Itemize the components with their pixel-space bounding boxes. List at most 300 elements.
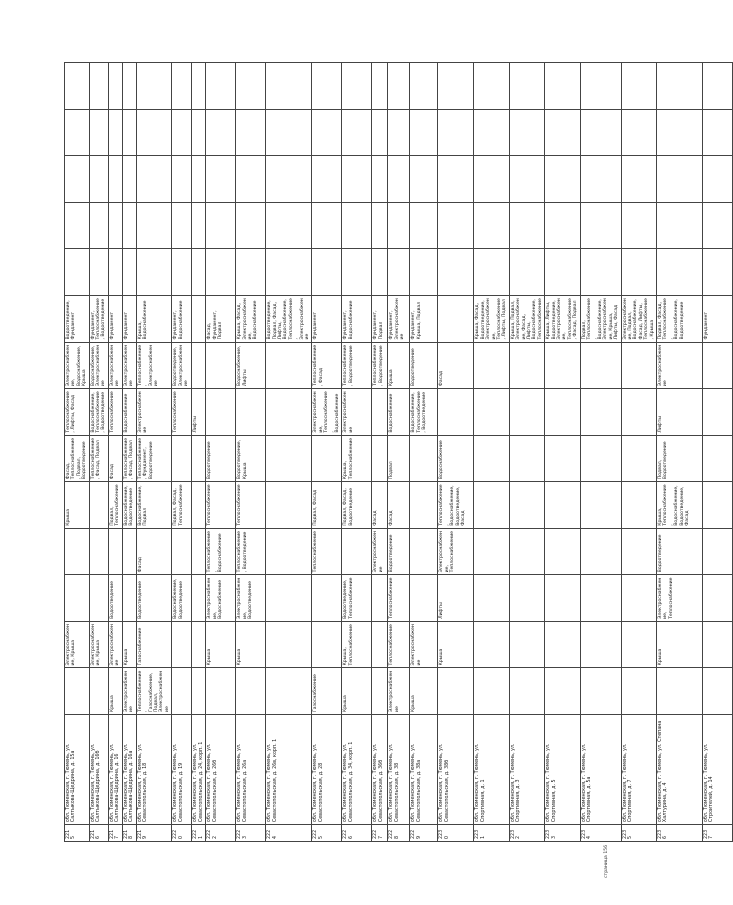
work-cell-y2027: Водоотведение bbox=[206, 435, 236, 482]
empty-cell bbox=[89, 109, 108, 156]
work-cell-y2022: Электроснабжение bbox=[388, 668, 410, 715]
work-cell-y2022 bbox=[192, 668, 206, 715]
empty-cell bbox=[621, 156, 656, 203]
work-cell-y2030: Водоотведение, Фундамент bbox=[65, 295, 90, 342]
table-row bbox=[312, 63, 342, 842]
work-cell-y2030 bbox=[438, 295, 474, 342]
rotated-table-container bbox=[64, 62, 715, 842]
work-cell-y2027 bbox=[172, 435, 192, 482]
work-cell-y2022: Газоснабжение bbox=[312, 668, 342, 715]
work-cell-y2029: Электроснабжение bbox=[122, 342, 136, 389]
table-row bbox=[266, 63, 312, 842]
empty-cell bbox=[509, 202, 544, 249]
empty-cell bbox=[621, 202, 656, 249]
address-cell: обл. Тюменская, г. Тюмень, ул. Севастопольская, д. 26а bbox=[236, 715, 266, 825]
empty-cell bbox=[206, 63, 236, 110]
work-cell-y2025 bbox=[172, 528, 192, 575]
row-number-cell: 2233 bbox=[545, 825, 580, 842]
work-cell-y2027: Крыша, Теплоснабжение bbox=[342, 435, 372, 482]
address-cell: обл. Тюменская, г. Тюмень, ул. Севастопольская, д. 28 bbox=[312, 715, 342, 825]
work-cell-y2028: Водоснабжение bbox=[388, 389, 410, 436]
empty-cell bbox=[656, 202, 702, 249]
empty-cell bbox=[108, 249, 122, 296]
work-cell-y2025: Водоотведение bbox=[388, 528, 410, 575]
row-number-cell: 2232 bbox=[509, 825, 544, 842]
work-cell-y2023: Крыша bbox=[438, 621, 474, 668]
empty-cell bbox=[702, 202, 732, 249]
address-cell: обл. Тюменская, г. Тюмень, ул. Спортивная, д. 5а bbox=[580, 715, 621, 825]
work-cell-y2029: Электроснабжение, Водоснабжение, Крыша bbox=[65, 342, 90, 389]
work-cell-y2023: Электроснабжение, Крыша bbox=[65, 621, 90, 668]
work-cell-y2026: Подвал, Теплоснабжение bbox=[108, 482, 122, 529]
work-cell-y2027: Теплоснабжение, Фасад, Подвал bbox=[89, 435, 108, 482]
address-cell: обл. Тюменская, г. Тюмень, ул. Севастопольская, д. 38 bbox=[388, 715, 410, 825]
work-cell-y2022: Крыша bbox=[108, 668, 122, 715]
empty-cell bbox=[108, 202, 122, 249]
work-cell-y2022 bbox=[509, 668, 544, 715]
empty-cell bbox=[89, 156, 108, 203]
work-cell-y2025: Электроснабжение bbox=[372, 528, 388, 575]
work-cell-y2028 bbox=[266, 389, 312, 436]
empty-cell bbox=[122, 63, 136, 110]
row-number-cell: 2235 bbox=[621, 825, 656, 842]
work-cell-y2027: Водоотведение, Крыша bbox=[236, 435, 266, 482]
empty-cell bbox=[509, 249, 544, 296]
empty-cell bbox=[108, 109, 122, 156]
address-cell: обл. Тюменская, г. Тюмень, ул. Севастопольская, д. 36б bbox=[372, 715, 388, 825]
work-cell-y2025 bbox=[621, 528, 656, 575]
work-cell-y2025 bbox=[509, 528, 544, 575]
empty-cell bbox=[266, 202, 312, 249]
empty-cell bbox=[438, 202, 474, 249]
row-number-cell: 2218 bbox=[122, 825, 136, 842]
empty-cell bbox=[702, 249, 732, 296]
work-cell-y2029: Водоснабжение, Лифты bbox=[236, 342, 266, 389]
address-cell: обл. Тюменская, г. Тюмень, ул. Севастопольская, д. 24, корп. 1 bbox=[192, 715, 206, 825]
row-number-cell: 2228 bbox=[388, 825, 410, 842]
table-row bbox=[342, 63, 372, 842]
empty-cell bbox=[474, 156, 509, 203]
work-cell-y2022: Крыша bbox=[410, 668, 438, 715]
empty-cell bbox=[108, 156, 122, 203]
work-cell-y2029: Теплоснабжение, Электроснабжение bbox=[136, 342, 171, 389]
address-cell: обл. Тюменская, г. Тюмень, ул. Салтыкова-Щедрина, д. 16а bbox=[122, 715, 136, 825]
work-cell-y2030: Фундамент, Водоснабжение bbox=[172, 295, 192, 342]
work-cell-y2030: Крыша, Фасад, Водоотведение, Электроснабжение, Теплоснабжение, Лифты, Подвал bbox=[474, 295, 509, 342]
empty-cell bbox=[545, 156, 580, 203]
work-cell-y2024 bbox=[580, 575, 621, 622]
work-cell-y2025 bbox=[266, 528, 312, 575]
work-cell-y2027 bbox=[509, 435, 544, 482]
work-cell-y2026 bbox=[474, 482, 509, 529]
work-cell-y2024 bbox=[89, 575, 108, 622]
empty-cell bbox=[312, 202, 342, 249]
empty-cell bbox=[89, 249, 108, 296]
empty-cell bbox=[438, 156, 474, 203]
work-cell-y2030: Фундамент, Теплоснабжение, Водоотведение bbox=[89, 295, 108, 342]
work-cell-y2024: Лифты bbox=[438, 575, 474, 622]
empty-cell bbox=[342, 109, 372, 156]
empty-cell bbox=[312, 109, 342, 156]
empty-cell bbox=[122, 202, 136, 249]
work-cell-y2024 bbox=[65, 575, 90, 622]
work-cell-y2028 bbox=[621, 389, 656, 436]
work-cell-y2023 bbox=[312, 621, 342, 668]
empty-cell bbox=[136, 202, 171, 249]
table-row bbox=[702, 63, 732, 842]
work-cell-y2023: Электроснабжение bbox=[410, 621, 438, 668]
table-row bbox=[621, 63, 656, 842]
work-cell-y2024 bbox=[266, 575, 312, 622]
work-cell-y2024: Водоотведение, Теплоснабжение bbox=[342, 575, 372, 622]
empty-cell bbox=[172, 156, 192, 203]
row-number-cell: 2236 bbox=[656, 825, 702, 842]
work-cell-y2027 bbox=[410, 435, 438, 482]
work-cell-y2025 bbox=[89, 528, 108, 575]
empty-cell bbox=[545, 63, 580, 110]
work-cell-y2025 bbox=[702, 528, 732, 575]
work-cell-y2023: Крыша bbox=[656, 621, 702, 668]
empty-cell bbox=[342, 249, 372, 296]
work-cell-y2029 bbox=[474, 342, 509, 389]
empty-cell bbox=[108, 63, 122, 110]
empty-cell bbox=[474, 249, 509, 296]
work-cell-y2027 bbox=[312, 435, 342, 482]
work-cell-y2023: Электроснабжение bbox=[108, 621, 122, 668]
work-cell-y2023 bbox=[192, 621, 206, 668]
work-cell-y2028 bbox=[438, 389, 474, 436]
row-number-cell: 2222 bbox=[206, 825, 236, 842]
row-number-cell: 2231 bbox=[474, 825, 509, 842]
empty-cell bbox=[509, 109, 544, 156]
empty-cell bbox=[266, 63, 312, 110]
work-cell-y2026 bbox=[410, 482, 438, 529]
work-cell-y2022 bbox=[372, 668, 388, 715]
table-row bbox=[656, 63, 702, 842]
work-cell-y2029 bbox=[621, 342, 656, 389]
empty-cell bbox=[474, 202, 509, 249]
empty-cell bbox=[509, 63, 544, 110]
empty-cell bbox=[372, 249, 388, 296]
work-cell-y2030: Водоотведение, Подвал, Фасад, Лифты, Водоснабжение, Теплоснабжение, Электроснабжение bbox=[266, 295, 312, 342]
work-cell-y2024: Водоотведение bbox=[136, 575, 171, 622]
empty-cell bbox=[206, 109, 236, 156]
work-cell-y2030: Фундамент bbox=[702, 295, 732, 342]
empty-cell bbox=[236, 109, 266, 156]
work-cell-y2030: Фундамент bbox=[122, 295, 136, 342]
work-cell-y2026 bbox=[509, 482, 544, 529]
empty-cell bbox=[172, 109, 192, 156]
work-cell-y2025 bbox=[410, 528, 438, 575]
empty-cell bbox=[192, 109, 206, 156]
address-cell: обл. Тюменская, г. Тюмень, ул. Севастопольская, д. 38б bbox=[438, 715, 474, 825]
address-cell: обл. Тюменская, г. Тюмень, ул. Спортивная, д. 7 bbox=[621, 715, 656, 825]
row-number-cell: 2237 bbox=[702, 825, 732, 842]
work-cell-y2023 bbox=[266, 621, 312, 668]
empty-cell bbox=[136, 63, 171, 110]
work-cell-y2022 bbox=[266, 668, 312, 715]
work-cell-y2030: Подвал, Теплоснабжение, Водоснабжение, Электроснабжение, Крыша, Лифты, Фасад bbox=[580, 295, 621, 342]
work-cell-y2029 bbox=[192, 342, 206, 389]
work-cell-y2025 bbox=[342, 528, 372, 575]
empty-cell bbox=[192, 249, 206, 296]
work-cell-y2025: Водоотведение bbox=[656, 528, 702, 575]
row-number-cell: 2234 bbox=[580, 825, 621, 842]
address-cell: обл. Тюменская, г. Тюмень, ул. Спортивная, д. 3 bbox=[509, 715, 544, 825]
row-number-cell: 2229 bbox=[410, 825, 438, 842]
empty-cell bbox=[136, 109, 171, 156]
row-number-cell: 2220 bbox=[172, 825, 192, 842]
work-cell-y2029: Водоотведение, Электроснабжение bbox=[172, 342, 192, 389]
address-cell: обл. Тюменская, г. Тюмень, ул. Салтыкова-Щедрина, д. 15а bbox=[65, 715, 90, 825]
empty-cell bbox=[438, 249, 474, 296]
address-cell: обл. Тюменская, г. Тюмень, ул. Севастопольская, д. 26б bbox=[206, 715, 236, 825]
table-row bbox=[192, 63, 206, 842]
work-cell-y2024 bbox=[474, 575, 509, 622]
empty-cell bbox=[89, 63, 108, 110]
empty-cell bbox=[621, 63, 656, 110]
work-cell-y2027 bbox=[192, 435, 206, 482]
work-cell-y2023 bbox=[580, 621, 621, 668]
work-cell-y2024: Теплоснабжение bbox=[388, 575, 410, 622]
work-cell-y2027: Теплоснабжение, Фасад, Подвал bbox=[122, 435, 136, 482]
repair-schedule-table bbox=[64, 62, 733, 842]
work-cell-y2029: Теплоснабжение, Фасад bbox=[312, 342, 342, 389]
empty-cell bbox=[388, 156, 410, 203]
empty-cell bbox=[89, 202, 108, 249]
work-cell-y2028: Лифты bbox=[192, 389, 206, 436]
work-cell-y2023 bbox=[509, 621, 544, 668]
work-cell-y2022 bbox=[656, 668, 702, 715]
work-cell-y2030: Фундамент, Водоснабжение bbox=[342, 295, 372, 342]
work-cell-y2029: Теплоснабжение, Водоотведение bbox=[372, 342, 388, 389]
row-number-cell: 2216 bbox=[89, 825, 108, 842]
work-cell-y2024: Электроснабжение, Водоотведение bbox=[236, 575, 266, 622]
row-number-cell: 2219 bbox=[136, 825, 171, 842]
work-cell-y2026 bbox=[580, 482, 621, 529]
work-cell-y2030 bbox=[192, 295, 206, 342]
work-cell-y2028 bbox=[372, 389, 388, 436]
work-cell-y2025 bbox=[545, 528, 580, 575]
work-cell-y2023: Крыша bbox=[206, 621, 236, 668]
work-cell-y2023 bbox=[702, 621, 732, 668]
empty-cell bbox=[621, 109, 656, 156]
table-body bbox=[65, 63, 733, 842]
empty-cell bbox=[580, 63, 621, 110]
work-cell-y2026 bbox=[192, 482, 206, 529]
row-number-cell: 2230 bbox=[438, 825, 474, 842]
work-cell-y2023: Газоснабжение bbox=[136, 621, 171, 668]
work-cell-y2028 bbox=[474, 389, 509, 436]
work-cell-y2024: Водоотведение bbox=[108, 575, 122, 622]
work-cell-y2024: Электроснабжение, Водоснабжение bbox=[206, 575, 236, 622]
empty-cell bbox=[122, 156, 136, 203]
work-cell-y2026 bbox=[89, 482, 108, 529]
empty-cell bbox=[372, 156, 388, 203]
work-cell-y2029: Фасад bbox=[438, 342, 474, 389]
empty-cell bbox=[702, 109, 732, 156]
row-number-cell: 2223 bbox=[236, 825, 266, 842]
work-cell-y2022 bbox=[206, 668, 236, 715]
work-cell-y2022 bbox=[580, 668, 621, 715]
work-cell-y2027: Фасад, Теплоснабжение, Подвал, Водоотведение bbox=[65, 435, 90, 482]
work-cell-y2028 bbox=[545, 389, 580, 436]
empty-cell bbox=[65, 202, 90, 249]
empty-cell bbox=[122, 249, 136, 296]
empty-cell bbox=[656, 109, 702, 156]
empty-cell bbox=[266, 109, 312, 156]
row-number-cell: 2217 bbox=[108, 825, 122, 842]
work-cell-y2029 bbox=[266, 342, 312, 389]
work-cell-y2022 bbox=[545, 668, 580, 715]
row-number-cell: 2227 bbox=[372, 825, 388, 842]
address-cell: обл. Тюменская, г. Тюмень, ул. Салтыкова-Щедрина, д. 16 bbox=[108, 715, 122, 825]
table-row bbox=[410, 63, 438, 842]
page-number: страница 156 bbox=[604, 844, 609, 878]
empty-cell bbox=[372, 202, 388, 249]
work-cell-y2025 bbox=[474, 528, 509, 575]
work-cell-y2026: Подвал, Фасад bbox=[312, 482, 342, 529]
address-cell: обл. Тюменская, г. Тюмень, ул. Севастопольская, д. 34, корп. 1 bbox=[342, 715, 372, 825]
work-cell-y2024 bbox=[702, 575, 732, 622]
empty-cell bbox=[410, 109, 438, 156]
work-cell-y2025 bbox=[192, 528, 206, 575]
work-cell-y2022 bbox=[474, 668, 509, 715]
address-cell: обл. Тюменская, г. Тюмень, ул. Севастопольская, д. 38а bbox=[410, 715, 438, 825]
work-cell-y2025: Электроснабжение, Теплоснабжение bbox=[438, 528, 474, 575]
work-cell-y2023 bbox=[372, 621, 388, 668]
work-cell-y2022 bbox=[89, 668, 108, 715]
work-cell-y2028: Водоснабжение bbox=[122, 389, 136, 436]
work-cell-y2026 bbox=[621, 482, 656, 529]
work-cell-y2023: Крыша bbox=[236, 621, 266, 668]
work-cell-y2024 bbox=[312, 575, 342, 622]
work-cell-y2028 bbox=[580, 389, 621, 436]
empty-cell bbox=[372, 63, 388, 110]
work-cell-y2025 bbox=[65, 528, 90, 575]
empty-cell bbox=[136, 156, 171, 203]
work-cell-y2023: Крыша, Теплоснабжение bbox=[342, 621, 372, 668]
work-cell-y2023: Крыша bbox=[122, 621, 136, 668]
work-cell-y2029: Водоснабжение, Электроснабжение bbox=[89, 342, 108, 389]
work-cell-y2029: Теплоснабжение, Водоотведение bbox=[342, 342, 372, 389]
work-cell-y2026: Теплоснабжение bbox=[236, 482, 266, 529]
work-cell-y2029 bbox=[509, 342, 544, 389]
empty-cell bbox=[172, 63, 192, 110]
work-cell-y2022: Крыша bbox=[342, 668, 372, 715]
work-cell-y2028: Электроснабжение bbox=[342, 389, 372, 436]
table-row bbox=[172, 63, 192, 842]
work-cell-y2026 bbox=[545, 482, 580, 529]
work-cell-y2026: Подвал, Фасад, Водоотведение bbox=[342, 482, 372, 529]
empty-cell bbox=[192, 156, 206, 203]
empty-cell bbox=[656, 249, 702, 296]
empty-cell bbox=[438, 63, 474, 110]
work-cell-y2023 bbox=[545, 621, 580, 668]
work-cell-y2029: Водоотведение bbox=[410, 342, 438, 389]
work-cell-y2027 bbox=[474, 435, 509, 482]
empty-cell bbox=[206, 202, 236, 249]
work-cell-y2026: Водоснабжение, Водоотведение bbox=[122, 482, 136, 529]
work-cell-y2028 bbox=[509, 389, 544, 436]
work-cell-y2022: Теплоснабжение, Газоснабжение, Подвал, Электроснабжение bbox=[136, 668, 171, 715]
address-cell: обл. Тюменская, г. Тюмень, ул. Салтыкова-Щедрина, д. 16б bbox=[89, 715, 108, 825]
work-cell-y2025: Теплоснабжение, Водоснабжение bbox=[206, 528, 236, 575]
address-cell: обл. Тюменская, г. Тюмень, ул. Севастопольская, д. 19 bbox=[172, 715, 192, 825]
work-cell-y2024 bbox=[509, 575, 544, 622]
work-cell-y2022 bbox=[621, 668, 656, 715]
empty-cell bbox=[342, 202, 372, 249]
empty-cell bbox=[580, 249, 621, 296]
work-cell-y2026: Фасад bbox=[372, 482, 388, 529]
work-cell-y2027 bbox=[372, 435, 388, 482]
work-cell-y2025 bbox=[580, 528, 621, 575]
work-cell-y2027: Водоснабжение bbox=[438, 435, 474, 482]
empty-cell bbox=[172, 249, 192, 296]
work-cell-y2027 bbox=[702, 435, 732, 482]
row-number-cell: 2225 bbox=[312, 825, 342, 842]
work-cell-y2027 bbox=[580, 435, 621, 482]
empty-cell bbox=[65, 63, 90, 110]
empty-cell bbox=[388, 63, 410, 110]
work-cell-y2030: Подвал, Фасад, Теплоснабжение, Водоснабжение, Водоотведение bbox=[656, 295, 702, 342]
work-cell-y2022 bbox=[172, 668, 192, 715]
work-cell-y2024: Водоснабжение, Водоотведение bbox=[172, 575, 192, 622]
row-number-cell: 2224 bbox=[266, 825, 312, 842]
table-row bbox=[580, 63, 621, 842]
work-cell-y2030: Фундамент, Электроснабжение bbox=[388, 295, 410, 342]
empty-cell bbox=[410, 63, 438, 110]
work-cell-y2024: Электроснабжение, Теплоснабжение bbox=[656, 575, 702, 622]
work-cell-y2028: Лифты bbox=[656, 389, 702, 436]
work-cell-y2028: Водоснабжение, Теплоснабжение, Водоотведение bbox=[89, 389, 108, 436]
table-row bbox=[509, 63, 544, 842]
empty-cell bbox=[410, 249, 438, 296]
empty-cell bbox=[312, 249, 342, 296]
empty-cell bbox=[312, 156, 342, 203]
empty-cell bbox=[192, 202, 206, 249]
empty-cell bbox=[702, 156, 732, 203]
empty-cell bbox=[545, 202, 580, 249]
empty-cell bbox=[372, 109, 388, 156]
work-cell-y2022 bbox=[438, 668, 474, 715]
work-cell-y2028: Электроснабжение bbox=[136, 389, 171, 436]
work-cell-y2029 bbox=[702, 342, 732, 389]
empty-cell bbox=[266, 249, 312, 296]
address-cell: обл. Тюменская, г. Тюмень, ул. Степана Халтурина, д. 4 bbox=[656, 715, 702, 825]
row-number-cell: 2221 bbox=[192, 825, 206, 842]
table-row bbox=[236, 63, 266, 842]
work-cell-y2024 bbox=[621, 575, 656, 622]
work-cell-y2025: Фасад bbox=[136, 528, 171, 575]
empty-cell bbox=[509, 156, 544, 203]
work-cell-y2023: Электроснабжение, Крыша bbox=[89, 621, 108, 668]
address-cell: обл. Тюменская, г. Тюмень, ул. Строителей, д. 14 bbox=[702, 715, 732, 825]
work-cell-y2024 bbox=[545, 575, 580, 622]
work-cell-y2030: Фундамент bbox=[312, 295, 342, 342]
work-cell-y2024 bbox=[192, 575, 206, 622]
work-cell-y2023 bbox=[172, 621, 192, 668]
work-cell-y2030: Крыша, Фасад, Электроснабжение, Водоснабжение bbox=[236, 295, 266, 342]
work-cell-y2028: Теплоснабжение bbox=[108, 389, 122, 436]
empty-cell bbox=[388, 202, 410, 249]
work-cell-y2027 bbox=[545, 435, 580, 482]
empty-cell bbox=[621, 249, 656, 296]
work-cell-y2028 bbox=[702, 389, 732, 436]
work-cell-y2022 bbox=[702, 668, 732, 715]
address-cell: обл. Тюменская, г. Тюмень, ул. Севастопольская, д. 18 bbox=[136, 715, 171, 825]
empty-cell bbox=[342, 63, 372, 110]
